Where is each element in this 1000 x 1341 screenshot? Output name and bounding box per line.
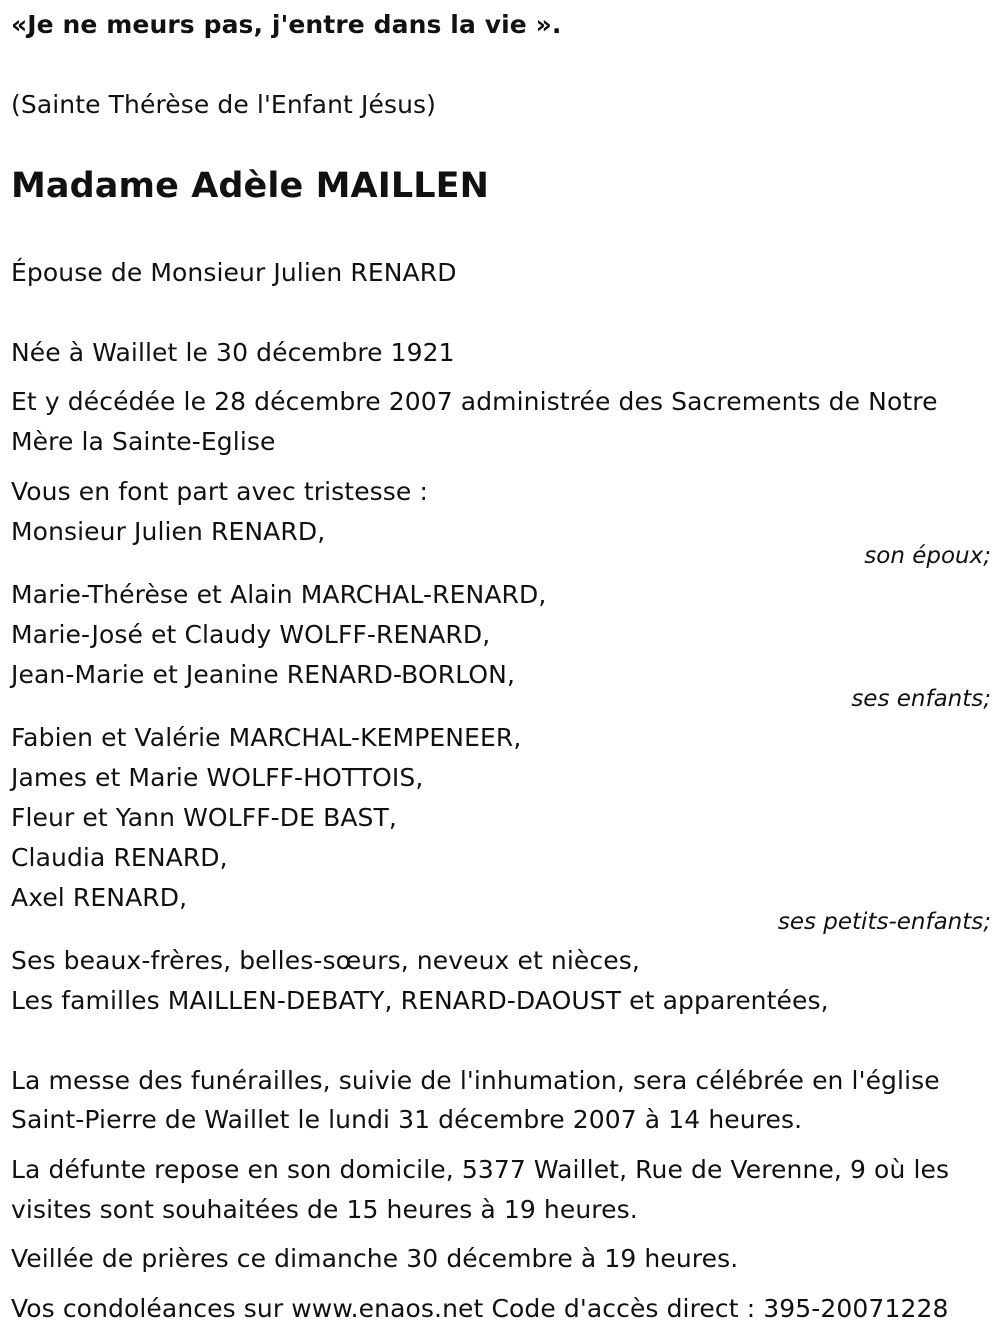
vigil-line: Veillée de prières ce dimanche 30 décembre à 19 heures. (11, 1244, 739, 1273)
child-name: Marie-José et Claudy WOLFF-RENARD, (11, 620, 491, 649)
death-line-1: Et y décédée le 28 décembre 2007 administrée des Sacrements de Notre (11, 387, 938, 416)
grandchild-name: Claudia RENARD, (11, 843, 228, 872)
children-role: ses enfants; (851, 686, 991, 712)
grandchild-name: James et Marie WOLFF-HOTTOIS, (11, 763, 424, 792)
grandchildren-role: ses petits-enfants; (777, 909, 991, 935)
child-name: Marie-Thérèse et Alain MARCHAL-RENARD, (11, 580, 547, 609)
repose-line-2: visites sont souhaitées de 15 heures à 19 heures. (11, 1195, 638, 1224)
child-name: Jean-Marie et Jeanine RENARD-BORLON, (11, 660, 515, 689)
condolences-line: Vos condoléances sur www.enaos.net Code d'accès direct : 395-20071228 (11, 1294, 949, 1323)
epigraph-attribution: (Sainte Thérèse de l'Enfant Jésus) (11, 90, 436, 119)
grandchild-name: Fleur et Yann WOLFF-DE BAST, (11, 803, 397, 832)
epigraph-quote: «Je ne meurs pas, j'entre dans la vie ». (11, 10, 562, 39)
funeral-line-1: La messe des funérailles, suivie de l'inhumation, sera célébrée en l'église (11, 1066, 940, 1095)
funeral-line-2: Saint-Pierre de Waillet le lundi 31 décembre 2007 à 14 heures. (11, 1105, 803, 1134)
grandchild-name: Axel RENARD, (11, 883, 188, 912)
spouse-line: Épouse de Monsieur Julien RENARD (11, 258, 457, 287)
spouse-name: Monsieur Julien RENARD, (11, 517, 326, 546)
death-line-2: Mère la Sainte-Eglise (11, 427, 276, 456)
other-relatives: Ses beaux-frères, belles-sœurs, neveux et nièces, (11, 946, 640, 975)
grandchild-name: Fabien et Valérie MARCHAL-KEMPENEER, (11, 723, 522, 752)
spouse-role: son époux; (864, 543, 991, 569)
repose-line-1: La défunte repose en son domicile, 5377 Waillet, Rue de Verenne, 9 où les (11, 1155, 950, 1184)
other-families: Les familles MAILLEN-DEBATY, RENARD-DAOUST et apparentées, (11, 986, 829, 1015)
birth-line: Née à Waillet le 30 décembre 1921 (11, 338, 455, 367)
deceased-name: Madame Adèle MAILLEN (11, 166, 490, 206)
announcement-intro: Vous en font part avec tristesse : (11, 477, 428, 506)
